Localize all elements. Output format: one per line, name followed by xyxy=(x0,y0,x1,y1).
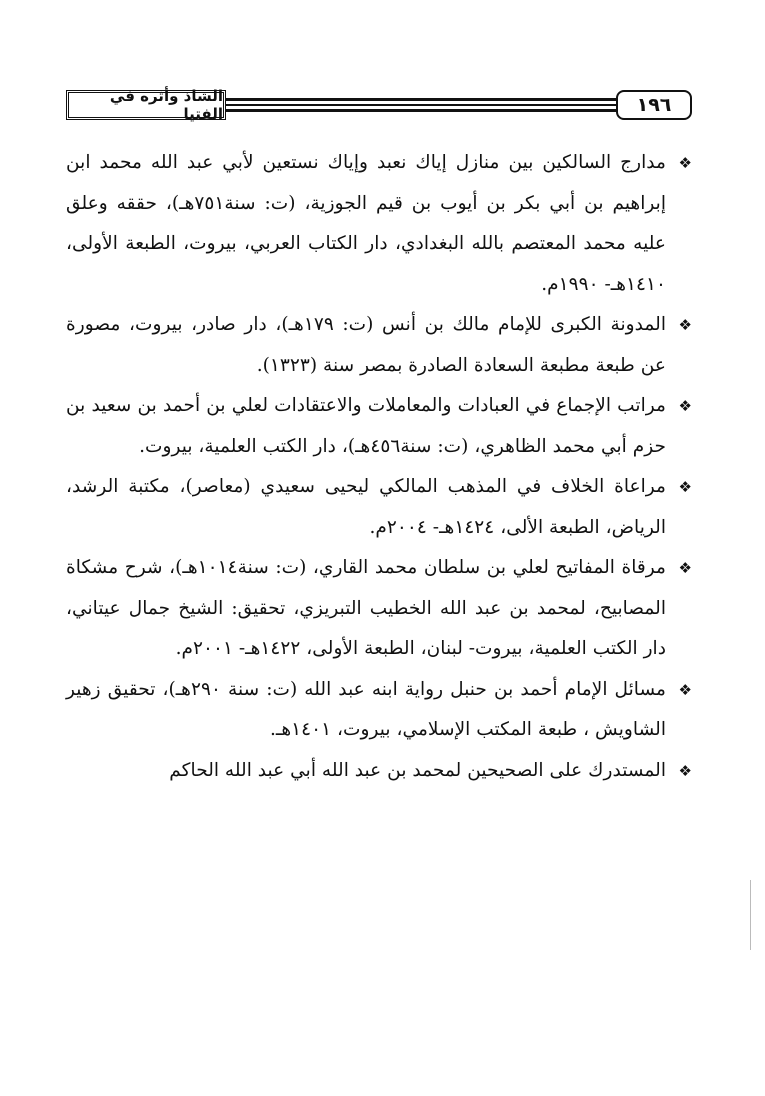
entry-text: مدارج السالكين بين منازل إياك نعبد وإياك نستعين لأبي عبد الله محمد ابن إبراهيم بن أبي بكر بن أيوب بن قيم الجوزية، (ت: سنة٧٥١هـ)، حققه وعلق عليه محمد المعتصم بالله البغدادي، دار الكتاب العربي، بيروت، الطبعة الأولى، ١٤١٠هـ- ١٩٩٠م. xyxy=(66,152,667,295)
bibliography-entry xyxy=(66,305,692,386)
bibliography-entry xyxy=(66,670,692,751)
bibliography-entry xyxy=(66,386,692,467)
bullet-icon: ❖ xyxy=(678,154,692,172)
bullet-icon: ❖ xyxy=(678,316,692,334)
bibliography-list xyxy=(66,143,692,791)
bullet-icon: ❖ xyxy=(678,478,692,496)
bibliography-entry xyxy=(66,548,692,670)
bullet-icon: ❖ xyxy=(678,761,692,780)
header-rule-middle xyxy=(226,104,616,106)
header-rule-bottom xyxy=(226,109,616,112)
margin-mark xyxy=(750,880,751,950)
entry-text: المستدرك على الصحيحين لمحمد بن عبد الله أبي عبد الله الحاكم xyxy=(169,759,666,781)
running-title: الشاذ وأثره في الفتيا xyxy=(66,90,226,120)
entry-text: مرقاة المفاتيح لعلي بن سلطان محمد القاري، (ت: سنة١٠١٤هـ)، شرح مشكاة المصابيح، لمحمد بن عبد الله الخطيب التبريزي، تحقيق: الشيخ جمال عيتاني، دار الكتب العلمية، بيروت- لبنان، الطبعة الأولى، ١٤٢٢هـ- ٢٠٠١م. xyxy=(66,557,666,659)
bibliography-entry xyxy=(66,143,692,305)
bullet-icon: ❖ xyxy=(678,397,692,415)
bibliography-entry xyxy=(66,467,692,548)
entry-text: مسائل الإمام أحمد بن حنبل رواية ابنه عبد الله (ت: سنة ٢٩٠هـ)، تحقيق زهير الشاويش ، طبعة المكتب الإسلامي، بيروت، ١٤٠١هـ. xyxy=(66,678,667,740)
entry-text: مراعاة الخلاف في المذهب المالكي ليحيى سعيدي (معاصر)، مكتبة الرشد، الرياض، الطبعة الألى، ١٤٢٤هـ- ٢٠٠٤م. xyxy=(66,476,666,538)
bullet-icon: ❖ xyxy=(678,559,692,577)
header-rule-top xyxy=(226,98,616,101)
bullet-icon: ❖ xyxy=(678,680,692,699)
page-header xyxy=(66,88,692,126)
bibliography-entry xyxy=(66,751,692,792)
entry-text: مراتب الإجماع في العبادات والمعاملات والاعتقادات لعلي بن أحمد بن سعيد بن حزم أبي محمد الظاهري، (ت: سنة٤٥٦هـ)، دار الكتب العلمية، بيروت. xyxy=(66,395,666,457)
page-number: ١٩٦ xyxy=(616,90,692,120)
entry-text: المدونة الكبرى للإمام مالك بن أنس (ت: ١٧٩هـ)، دار صادر، بيروت، مصورة عن طبعة مطبعة السعادة الصادرة بمصر سنة (١٣٢٣). xyxy=(66,314,666,376)
